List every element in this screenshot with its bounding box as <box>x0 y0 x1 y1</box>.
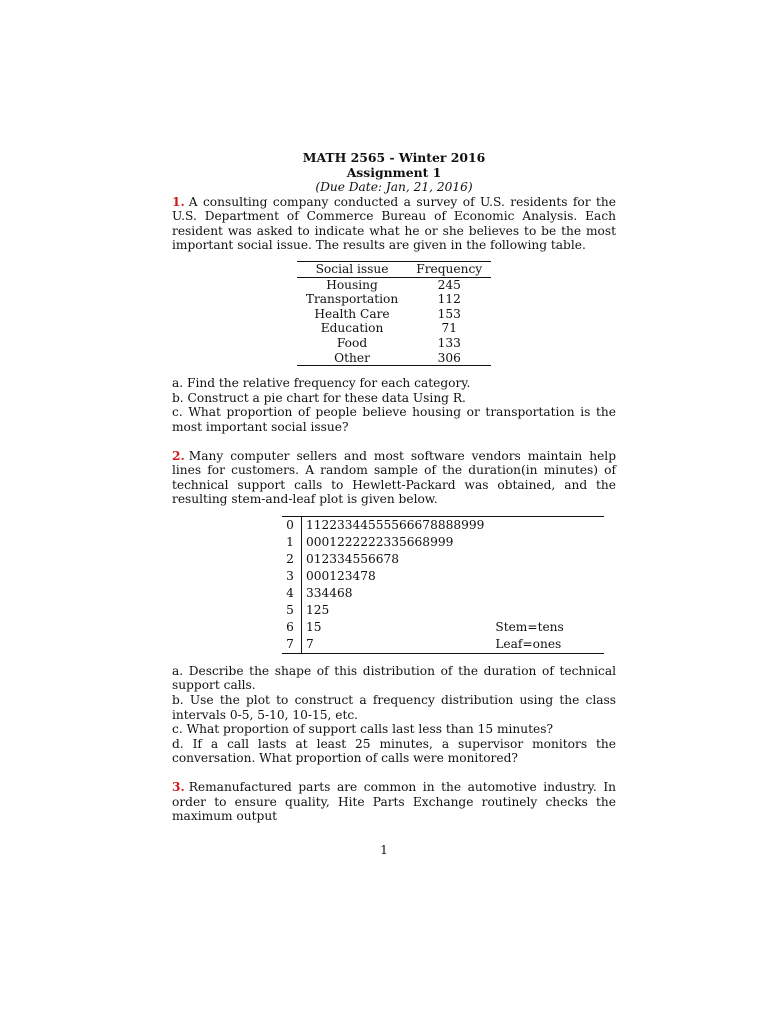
question-2 <box>172 449 616 507</box>
question-1-text: A consulting company conducted a survey of U.S. residents for the U.S. Department of Commerce Bureau of Economic Analysis. Each resident was asked to indicate what he or she believes to be the most important social issue. The results are given in the following table. <box>172 194 616 253</box>
table-header-row <box>297 261 491 277</box>
stem-and-leaf-plot <box>282 516 604 654</box>
plot-note <box>485 585 604 602</box>
leaf-values: 125 <box>306 602 330 617</box>
leaf-values: 000123478 <box>306 568 376 583</box>
table-cell: Food <box>336 335 368 350</box>
question-3-text: Remanufactured parts are common in the automotive industry. In order to ensure quality, Hite Parts Exchange routinely checks the maximum output <box>172 780 616 824</box>
question-1-part-b: b. Construct a pie chart for these data Using R. <box>172 390 466 405</box>
question-2-number: 2. <box>172 448 185 463</box>
stem-row <box>282 636 604 654</box>
stem-row <box>282 619 604 636</box>
leaf-values: 334468 <box>306 585 353 600</box>
stem-value: 2 <box>282 551 302 568</box>
question-3 <box>172 780 616 824</box>
due-date: (Due Date: Jan, 21, 2016) <box>315 180 473 194</box>
table-cell: 71 <box>441 321 457 336</box>
stem-row <box>282 585 604 602</box>
frequency-table <box>297 261 491 366</box>
plot-note: Stem=tens <box>495 619 564 634</box>
plot-note: Leaf=ones <box>495 636 562 651</box>
question-1-part-a: a. Find the relative frequency for each category. <box>172 376 471 391</box>
stem-value: 0 <box>282 516 302 534</box>
stem-value: 5 <box>282 602 302 619</box>
table-cell: Health Care <box>314 306 390 321</box>
stem-value: 6 <box>282 619 302 636</box>
stem-row <box>282 568 604 585</box>
question-2-text: Many computer sellers and most software vendors maintain help lines for customers. A random sample of the duration(in minutes) of technical support calls to Hewlett-Packard was obtained, and the resulting stem-and-leaf plot is given below. <box>172 448 616 507</box>
stem-value: 1 <box>282 534 302 551</box>
question-2-part-b: b. Use the plot to construct a frequency distribution using the class intervals 0-5, 5-10, 10-15, etc. <box>172 693 616 722</box>
stem-row <box>282 534 604 551</box>
course-title: MATH 2565 - Winter 2016 <box>302 150 486 165</box>
plot-note <box>485 602 604 619</box>
table-cell: Other <box>334 350 370 365</box>
plot-note <box>485 568 604 585</box>
table-cell: 153 <box>437 306 461 321</box>
leaf-values: 7 <box>306 636 314 651</box>
plot-note <box>485 534 604 551</box>
question-1-part-c: c. What proportion of people believe housing or transportation is the most important social issue? <box>172 405 616 434</box>
table-cell: 306 <box>437 350 461 365</box>
stem-row <box>282 551 604 568</box>
question-2-part-a: a. Describe the shape of this distribution of the duration of technical support calls. <box>172 663 616 693</box>
table-cell: 133 <box>437 335 461 350</box>
stem-row <box>282 602 604 619</box>
table-cell: Housing <box>326 277 378 292</box>
leaf-values: 15 <box>306 619 322 634</box>
table-cell: 245 <box>437 277 461 292</box>
table-row <box>297 351 491 366</box>
question-2-part-d: d. If a call lasts at least 25 minutes, a supervisor monitors the conversation. What proportion of calls were monitored? <box>172 736 616 766</box>
question-1 <box>172 195 616 253</box>
table-row <box>297 292 491 307</box>
plot-note <box>485 551 604 568</box>
column-header: Frequency <box>407 261 491 277</box>
page-number: 1 <box>380 843 388 857</box>
stem-value: 3 <box>282 568 302 585</box>
column-header: Social issue <box>297 261 407 277</box>
stem-row <box>282 516 604 534</box>
document-page <box>172 150 616 824</box>
table-cell: Education <box>320 321 384 336</box>
question-3-number: 3. <box>172 780 185 795</box>
plot-note <box>485 516 604 534</box>
table-row <box>297 336 491 351</box>
table-row <box>297 321 491 336</box>
question-2-part-c: c. What proportion of support calls last less than 15 minutes? <box>172 722 554 737</box>
leaf-values: 012334556678 <box>306 551 400 566</box>
table-cell: 112 <box>437 292 461 307</box>
table-cell: Transportation <box>305 292 399 307</box>
leaf-values: 0001222222335668999 <box>306 534 454 549</box>
leaf-values: 11223344555566678888999 <box>306 517 485 532</box>
stem-value: 7 <box>282 636 302 654</box>
stem-value: 4 <box>282 585 302 602</box>
assignment-title: Assignment 1 <box>346 165 442 180</box>
table-row <box>297 307 491 322</box>
table-row <box>297 277 491 292</box>
question-1-number: 1. <box>172 194 185 209</box>
